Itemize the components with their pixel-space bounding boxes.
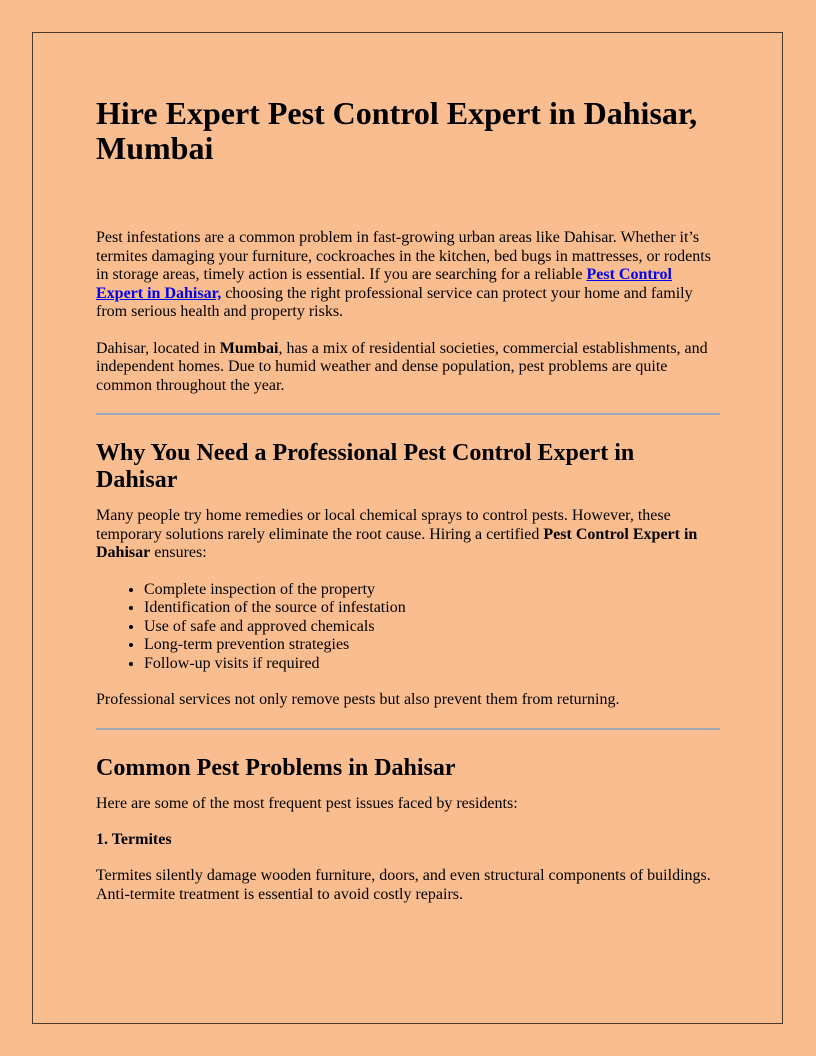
subheading-termites: 1. Termites (96, 831, 172, 848)
section-divider-2 (96, 728, 720, 730)
intro-p2-before-bold: Dahisar, located in (96, 339, 220, 357)
page-title: Hire Expert Pest Control Expert in Dahisar, Mumbai (96, 95, 698, 166)
why-text-before-bold: Many people try home remedies or local chemical sprays to control pests. However, these temporary solutions rarely eliminate the root cause. Hiring a certified (96, 507, 671, 543)
intro-text-after-link: choosing the right professional service can protect your home and family from serious health and property risks. (96, 284, 693, 320)
intro-paragraph-1 (96, 229, 720, 322)
section-common-heading: Common Pest Problems in Dahisar (96, 754, 456, 781)
section-divider-1 (96, 413, 720, 415)
section-why-heading: Why You Need a Professional Pest Control Expert in Dahisar (96, 440, 635, 493)
intro-text-before-link: Pest infestations are a common problem in fast-growing urban areas like Dahisar. Whether it’s termites damaging your furniture, cockroaches in the kitchen, bed bugs in mattresses, or rodents in storage areas, timely action is essential. If you are searching for a reliable (96, 229, 711, 283)
list-item: • Long-term prevention strategies (144, 636, 720, 655)
intro-paragraph-2 (96, 340, 720, 396)
section-common-intro: Here are some of the most frequent pest issues faced by residents: (96, 794, 518, 812)
list-item: • Use of safe and approved chemicals (144, 618, 720, 637)
list-item: • Follow-up visits if required (144, 655, 720, 674)
section-why-closing: Professional services not only remove pests but also prevent them from returning. (96, 691, 620, 708)
why-text-after-bold: ensures: (150, 544, 207, 561)
benefits-list (96, 581, 720, 674)
section-why-paragraph (96, 507, 720, 563)
intro-p2-after-bold: , has a mix of residential societies, commercial establishments, and independent homes. Due to humid weather and dense population, pest problems are quite common throughout the year. (96, 339, 708, 394)
list-item: • Complete inspection of the property (144, 581, 720, 600)
document-content (96, 96, 720, 922)
termites-paragraph: Termites silently damage wooden furniture, doors, and even structural components of buildings. Anti-termite treatment is essential to avoid costly repairs. (96, 867, 711, 903)
pest-control-expert-link[interactable]: Pest Control Expert in Dahisar, (96, 266, 672, 302)
intro-p2-bold: Mumbai (219, 339, 279, 357)
list-item: • Identification of the source of infestation (144, 599, 720, 618)
why-text-bold: Pest Control Expert in Dahisar (96, 525, 698, 561)
